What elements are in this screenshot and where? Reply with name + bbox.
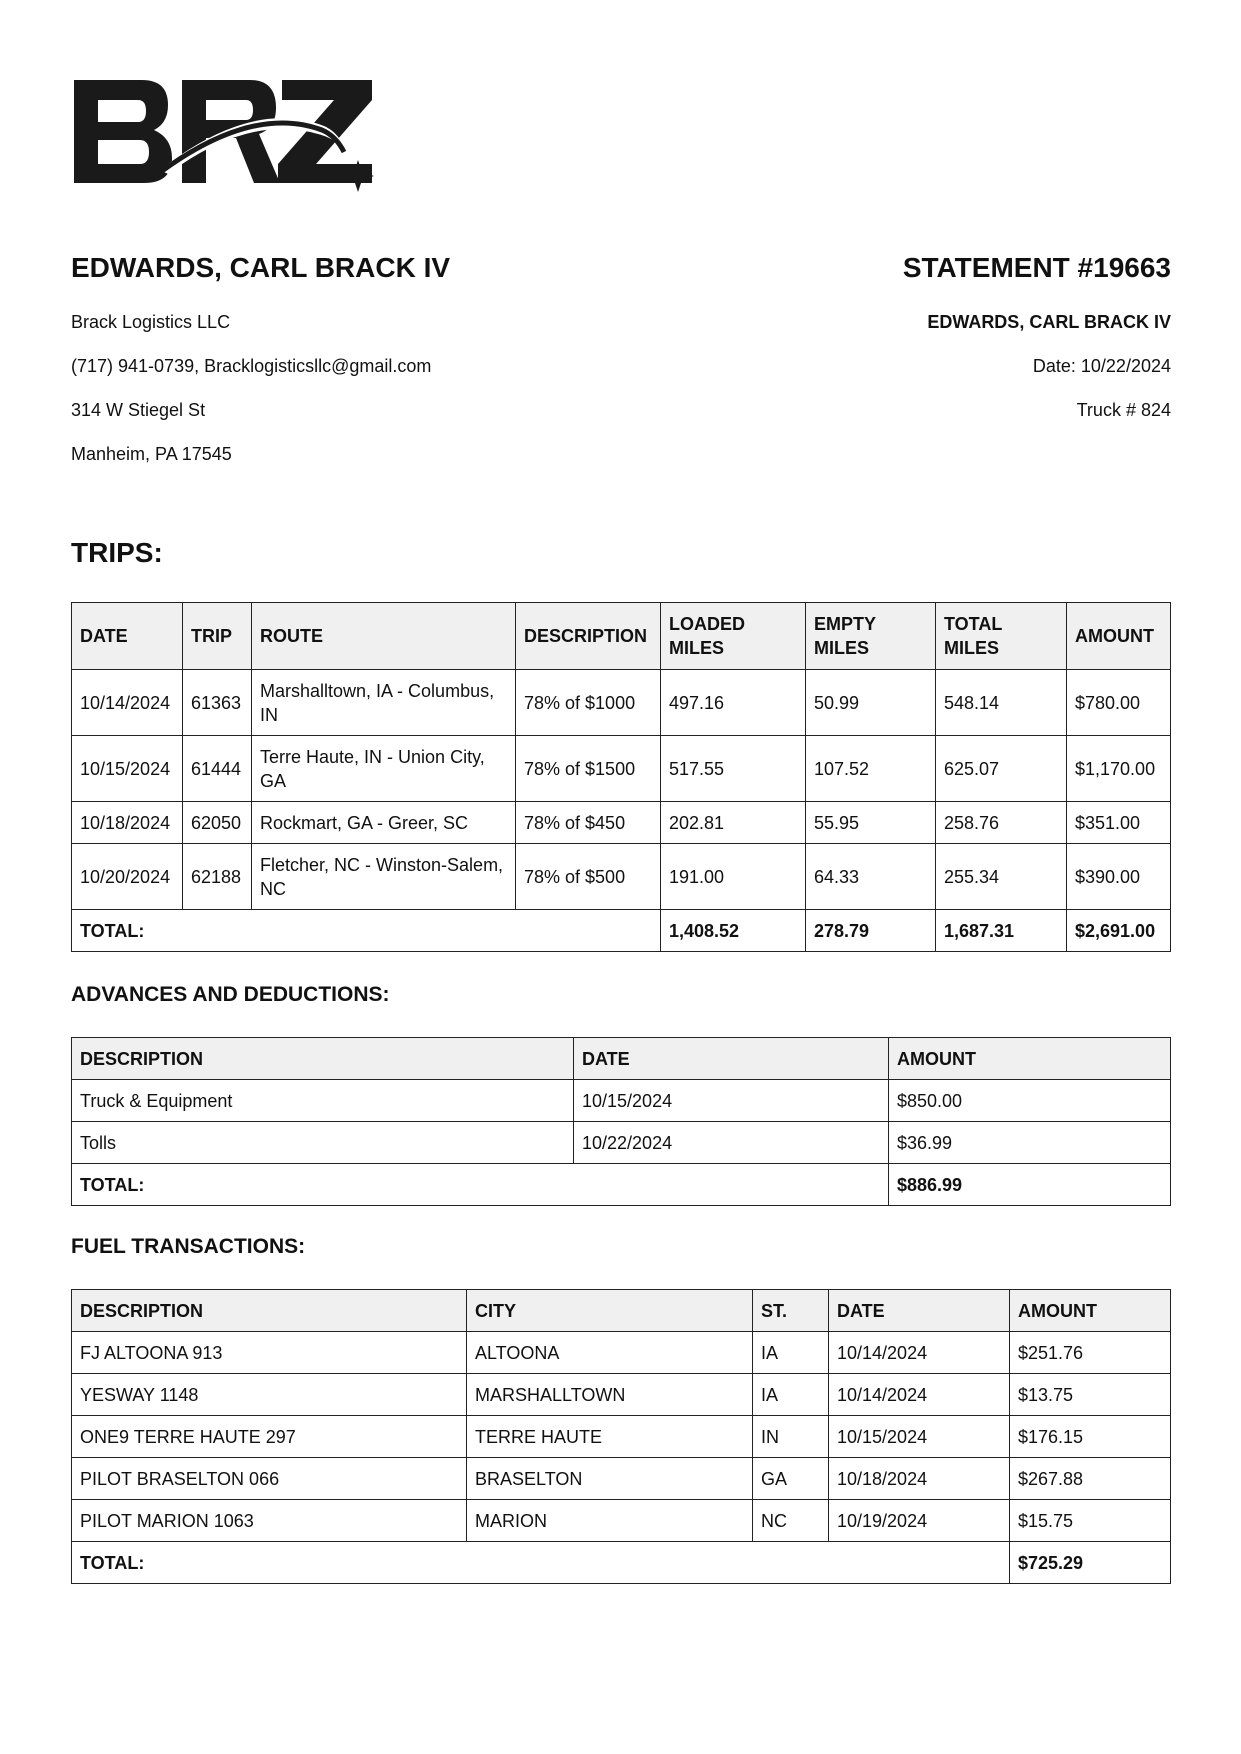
trip-number: 61363 <box>183 670 252 736</box>
fuel-city: MARSHALLTOWN <box>467 1374 753 1416</box>
fuel-state: IA <box>753 1332 829 1374</box>
trip-date: 10/15/2024 <box>72 736 183 802</box>
table-header-row <box>72 1290 1171 1332</box>
advances-total-row <box>72 1164 1171 1206</box>
col-header-state: ST. <box>753 1290 829 1332</box>
total-label: TOTAL: <box>72 1164 889 1206</box>
fuel-city: BRASELTON <box>467 1458 753 1500</box>
trip-empty-miles: 55.95 <box>806 802 936 844</box>
table-row <box>72 802 1171 844</box>
trip-total-miles: 258.76 <box>936 802 1067 844</box>
trip-route: Fletcher, NC - Winston-Salem, NC <box>252 844 516 910</box>
trip-amount: $351.00 <box>1067 802 1171 844</box>
total-empty-miles: 278.79 <box>806 910 936 952</box>
fuel-description: PILOT BRASELTON 066 <box>72 1458 467 1500</box>
trip-amount: $780.00 <box>1067 670 1171 736</box>
fuel-city: MARION <box>467 1500 753 1542</box>
col-header-amount: AMOUNT <box>889 1038 1171 1080</box>
trip-date: 10/18/2024 <box>72 802 183 844</box>
trip-loaded-miles: 202.81 <box>661 802 806 844</box>
trip-empty-miles: 50.99 <box>806 670 936 736</box>
fuel-date: 10/14/2024 <box>829 1374 1010 1416</box>
col-header-amount: AMOUNT <box>1067 603 1171 670</box>
fuel-table <box>71 1289 1171 1584</box>
trip-empty-miles: 64.33 <box>806 844 936 910</box>
col-header-amount: AMOUNT <box>1010 1290 1171 1332</box>
table-row <box>72 1458 1171 1500</box>
trip-description: 78% of $500 <box>516 844 661 910</box>
fuel-amount: $251.76 <box>1010 1332 1171 1374</box>
trips-heading: TRIPS: <box>71 537 163 568</box>
street-address: 314 W Stiegel St <box>71 400 206 420</box>
col-header-empty-miles: EMPTY MILES <box>806 603 936 670</box>
trip-loaded-miles: 191.00 <box>661 844 806 910</box>
fuel-amount: $15.75 <box>1010 1500 1171 1542</box>
city-state-zip: Manheim, PA 17545 <box>71 444 232 464</box>
total-label: TOTAL: <box>72 910 661 952</box>
trip-description: 78% of $450 <box>516 802 661 844</box>
fuel-total-row <box>72 1542 1171 1584</box>
trip-description: 78% of $1000 <box>516 670 661 736</box>
advance-amount: $850.00 <box>889 1080 1171 1122</box>
company-name: Brack Logistics LLC <box>71 312 231 332</box>
fuel-state: GA <box>753 1458 829 1500</box>
col-header-date: DATE <box>574 1038 889 1080</box>
fuel-date: 10/18/2024 <box>829 1458 1010 1500</box>
advance-amount: $36.99 <box>889 1122 1171 1164</box>
fuel-description: ONE9 TERRE HAUTE 297 <box>72 1416 467 1458</box>
advances-heading: ADVANCES AND DEDUCTIONS: <box>71 983 390 1006</box>
trip-number: 62050 <box>183 802 252 844</box>
table-row <box>72 1122 1171 1164</box>
advances-table <box>71 1037 1171 1206</box>
statement-date: Date: 10/22/2024 <box>1032 356 1171 376</box>
fuel-description: YESWAY 1148 <box>72 1374 467 1416</box>
trip-amount: $390.00 <box>1067 844 1171 910</box>
fuel-description: PILOT MARION 1063 <box>72 1500 467 1542</box>
advance-description: Tolls <box>72 1122 574 1164</box>
statement-driver-name: EDWARDS, CARL BRACK IV <box>927 312 1171 332</box>
table-row <box>72 1080 1171 1122</box>
fuel-date: 10/19/2024 <box>829 1500 1010 1542</box>
col-header-description: DESCRIPTION <box>72 1290 467 1332</box>
table-row <box>72 844 1171 910</box>
fuel-heading: FUEL TRANSACTIONS: <box>71 1235 306 1258</box>
contact-info: (717) 941-0739, Bracklogisticsllc@gmail.com <box>71 356 432 376</box>
table-row <box>72 670 1171 736</box>
fuel-city: TERRE HAUTE <box>467 1416 753 1458</box>
fuel-city: ALTOONA <box>467 1332 753 1374</box>
trip-number: 62188 <box>183 844 252 910</box>
fuel-state: IN <box>753 1416 829 1458</box>
total-total-miles: 1,687.31 <box>936 910 1067 952</box>
trip-amount: $1,170.00 <box>1067 736 1171 802</box>
truck-number: Truck # 824 <box>1076 400 1171 420</box>
fuel-description: FJ ALTOONA 913 <box>72 1332 467 1374</box>
col-header-date: DATE <box>72 603 183 670</box>
total-label: TOTAL: <box>72 1542 1010 1584</box>
driver-name: EDWARDS, CARL BRACK IV <box>71 252 451 283</box>
trip-total-miles: 548.14 <box>936 670 1067 736</box>
table-header-row <box>72 1038 1171 1080</box>
col-header-description: DESCRIPTION <box>516 603 661 670</box>
trip-date: 10/20/2024 <box>72 844 183 910</box>
table-row <box>72 736 1171 802</box>
trip-route: Rockmart, GA - Greer, SC <box>252 802 516 844</box>
fuel-date: 10/14/2024 <box>829 1332 1010 1374</box>
fuel-amount: $176.15 <box>1010 1416 1171 1458</box>
advance-date: 10/22/2024 <box>574 1122 889 1164</box>
advance-date: 10/15/2024 <box>574 1080 889 1122</box>
table-row <box>72 1500 1171 1542</box>
total-amount: $886.99 <box>889 1164 1171 1206</box>
table-row <box>72 1374 1171 1416</box>
fuel-date: 10/15/2024 <box>829 1416 1010 1458</box>
statement-info <box>671 250 1171 420</box>
driver-info <box>71 250 631 464</box>
col-header-total-miles: TOTAL MILES <box>936 603 1067 670</box>
col-header-date: DATE <box>829 1290 1010 1332</box>
trip-route: Terre Haute, IN - Union City, GA <box>252 736 516 802</box>
total-amount: $725.29 <box>1010 1542 1171 1584</box>
trip-date: 10/14/2024 <box>72 670 183 736</box>
table-header-row <box>72 603 1171 670</box>
table-row <box>72 1416 1171 1458</box>
trips-table <box>71 602 1171 952</box>
trip-description: 78% of $1500 <box>516 736 661 802</box>
trip-loaded-miles: 497.16 <box>661 670 806 736</box>
table-row <box>72 1332 1171 1374</box>
fuel-state: NC <box>753 1500 829 1542</box>
trip-loaded-miles: 517.55 <box>661 736 806 802</box>
statement-title: STATEMENT #19663 <box>902 252 1171 283</box>
trip-route: Marshalltown, IA - Columbus, IN <box>252 670 516 736</box>
col-header-city: CITY <box>467 1290 753 1332</box>
total-amount: $2,691.00 <box>1067 910 1171 952</box>
advance-description: Truck & Equipment <box>72 1080 574 1122</box>
trip-empty-miles: 107.52 <box>806 736 936 802</box>
col-header-route: ROUTE <box>252 603 516 670</box>
fuel-amount: $13.75 <box>1010 1374 1171 1416</box>
fuel-state: IA <box>753 1374 829 1416</box>
col-header-description: DESCRIPTION <box>72 1038 574 1080</box>
col-header-trip: TRIP <box>183 603 252 670</box>
col-header-loaded-miles: LOADED MILES <box>661 603 806 670</box>
total-loaded-miles: 1,408.52 <box>661 910 806 952</box>
trip-number: 61444 <box>183 736 252 802</box>
brz-logo <box>72 78 382 196</box>
fuel-amount: $267.88 <box>1010 1458 1171 1500</box>
trip-total-miles: 255.34 <box>936 844 1067 910</box>
trips-total-row <box>72 910 1171 952</box>
trip-total-miles: 625.07 <box>936 736 1067 802</box>
